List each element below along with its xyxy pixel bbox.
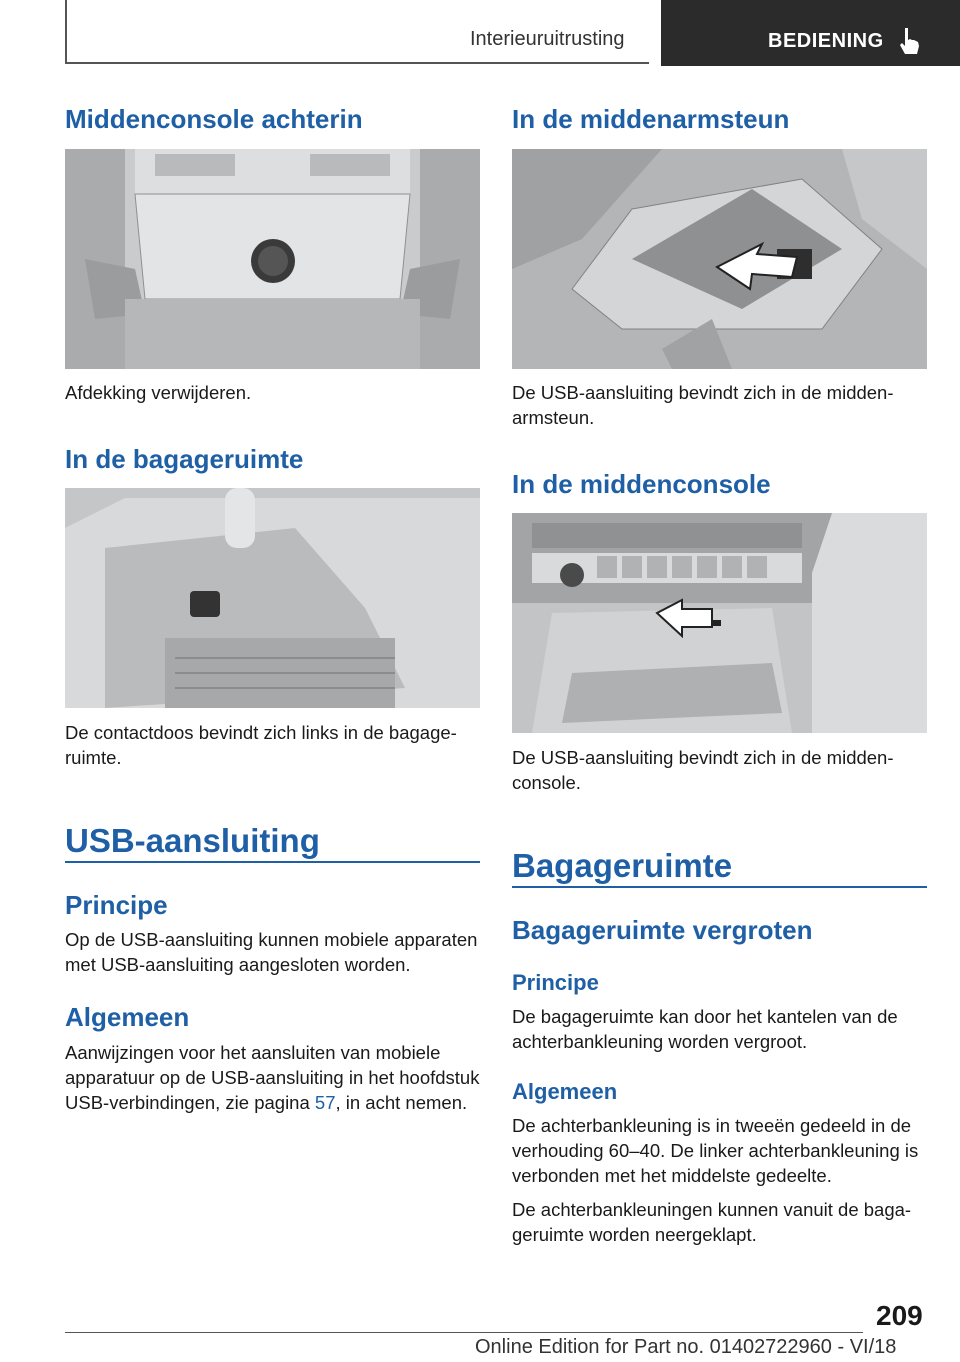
photo-rear-console (65, 149, 480, 369)
text-usb-principle: Op de USB-aansluiting kunnen mobiele apparaten met USB-aansluiting aangesloten worden. (65, 929, 478, 975)
heading-center-armrest: In de middenarmsteun (512, 104, 790, 134)
header-section-title: Interieuruitrusting (470, 28, 625, 50)
footer-edition: Online Edition for Part no. 01402722960 - VI/18 (475, 1336, 897, 1358)
heading-luggage-principle: Principe (512, 970, 599, 995)
header-chapter-label: BEDIENING (768, 30, 884, 52)
caption-center-console: De USB-aansluiting bevindt zich in de middenconsole. (512, 747, 894, 793)
heading-center-console: In de middenconsole (512, 469, 771, 499)
page-link-57[interactable]: 57 (314, 1092, 336, 1113)
footer-rule (65, 1332, 863, 1333)
text-luggage-principle: De bagageruimte kan door het kantelen van de achterbankleuning worden vergroot. (512, 1006, 898, 1052)
text-usb-general-part2: , in acht nemen. (335, 1092, 468, 1113)
page-number: 209 (876, 1300, 923, 1331)
header-left-border (65, 0, 67, 64)
photo-luggage-compartment (65, 488, 480, 708)
heading-rear-console: Middenconsole achterin (65, 104, 363, 134)
heading-usb-principle: Principe (65, 890, 168, 920)
heading-luggage-general: Algemeen (512, 1079, 618, 1104)
caption-luggage-compartment: De contactdoos bevindt zich links in de bagageruimte. (65, 722, 457, 768)
heading-usb-general: Algemeen (65, 1002, 190, 1032)
heading-usb-connection: USB-aansluiting (65, 822, 320, 859)
caption-center-armrest: De USB-aansluiting bevindt zich in de middenarmsteun. (512, 382, 894, 428)
text-luggage-general-2: De achterbankleuningen kunnen vanuit de bagageruimte worden neergeklapt. (512, 1199, 912, 1245)
text-usb-general (65, 1040, 485, 1115)
text-luggage-general-1: De achterbankleuning is in tweeën gedeeld in de verhouding 60–40. De linker achterbankleuning is verbonden met het middelste gedeelte. (512, 1115, 919, 1186)
text-usb-general-part1: Aanwijzingen voor het aansluiten van mobiele apparatuur op de USB-aansluiting in het hoofdstuk USB-verbindingen, zie pagina (65, 1042, 480, 1113)
caption-rear-console: Afdekking verwijderen. (65, 382, 252, 403)
heading-luggage-compartment: In de bagageruimte (65, 444, 304, 474)
section-rule-luggage (512, 886, 927, 888)
section-rule-usb (65, 861, 480, 863)
photo-center-console (512, 513, 927, 733)
pointing-hand-icon (896, 26, 922, 56)
photo-center-armrest (512, 149, 927, 369)
heading-enlarge-luggage: Bagageruimte vergroten (512, 915, 813, 945)
heading-luggage-space: Bagageruimte (512, 847, 733, 884)
